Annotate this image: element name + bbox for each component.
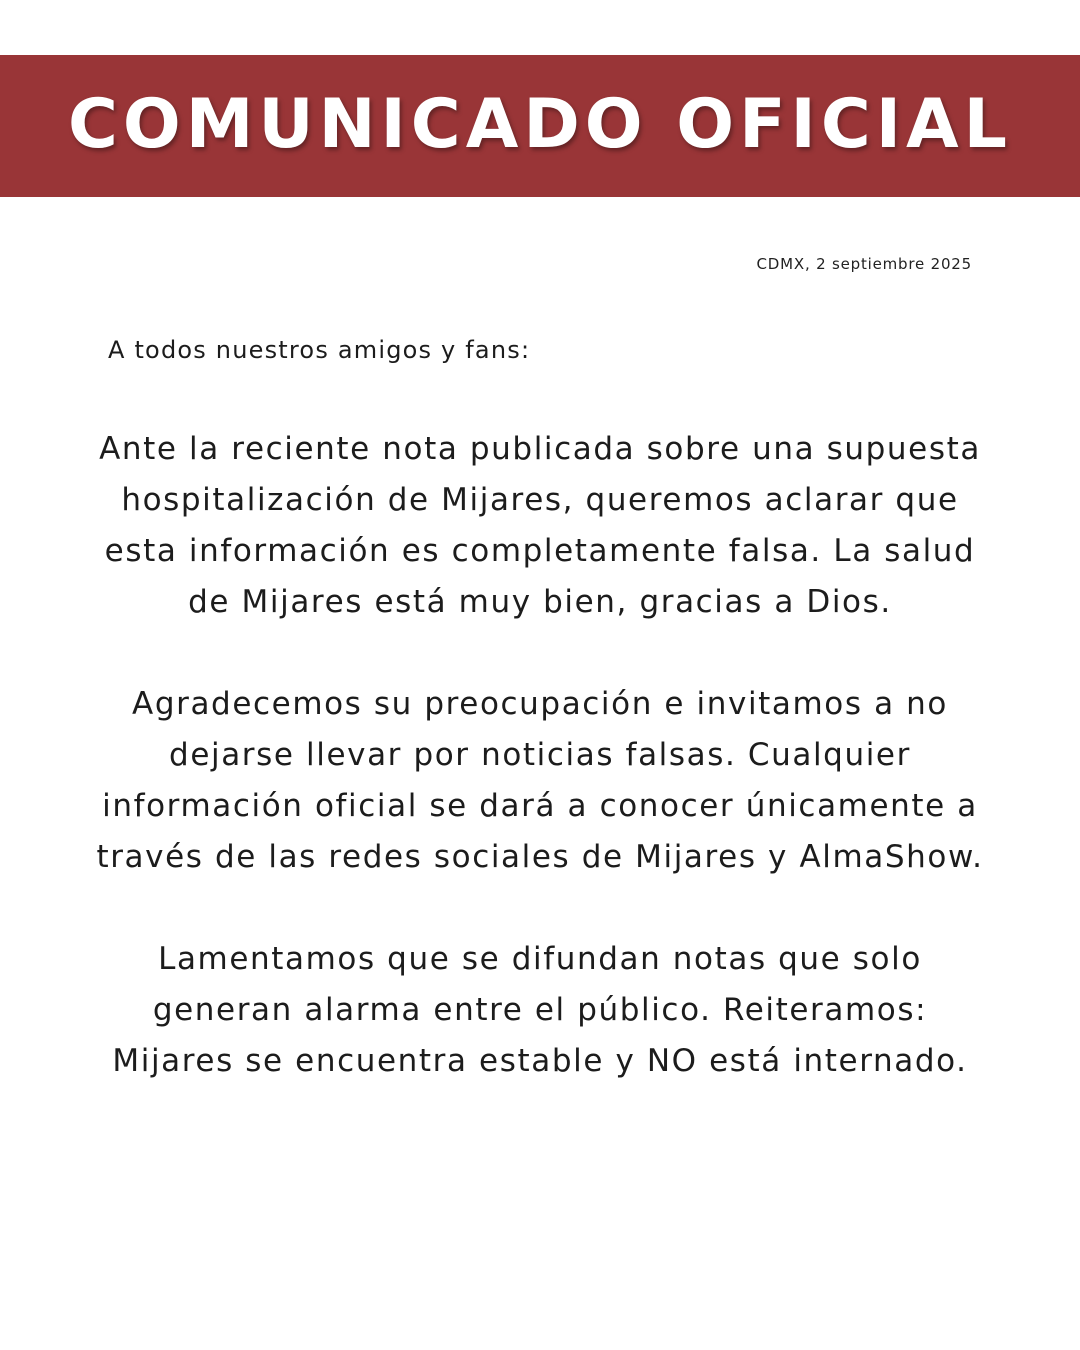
dateline: CDMX, 2 septiembre 2025 (756, 255, 972, 273)
header-banner (0, 55, 1080, 197)
salutation: A todos nuestros amigos y fans: (108, 336, 531, 364)
paragraph-line: generan alarma entre el público. Reiteramos: (152, 992, 928, 1028)
paragraph-line: Mijares se encuentra estable y NO está internado. (112, 1043, 968, 1079)
paragraph-line: Lamentamos que se difundan notas que solo (158, 941, 922, 977)
paragraph-line: de Mijares está muy bien, gracias a Dios. (188, 584, 892, 620)
paragraph-line: hospitalización de Mijares, queremos aclarar que (121, 482, 959, 518)
paragraph-reiteration (60, 934, 1020, 1087)
paragraph-line: esta información es completamente falsa. La salud (104, 533, 976, 569)
paragraph-line: dejarse llevar por noticias falsas. Cualquier (169, 737, 911, 773)
paragraph-line: Agradecemos su preocupación e invitamos a no (132, 686, 948, 722)
paragraph-line: través de las redes sociales de Mijares y AlmaShow. (96, 839, 984, 875)
statement-body (60, 424, 1020, 1138)
paragraph-clarification (60, 424, 1020, 628)
paragraph-line: información oficial se dará a conocer únicamente a (102, 788, 978, 824)
page-title: COMUNICADO OFICIAL (68, 84, 1012, 164)
paragraph-line: Ante la reciente nota publicada sobre una supuesta (99, 431, 981, 467)
paragraph-gratitude (60, 679, 1020, 883)
